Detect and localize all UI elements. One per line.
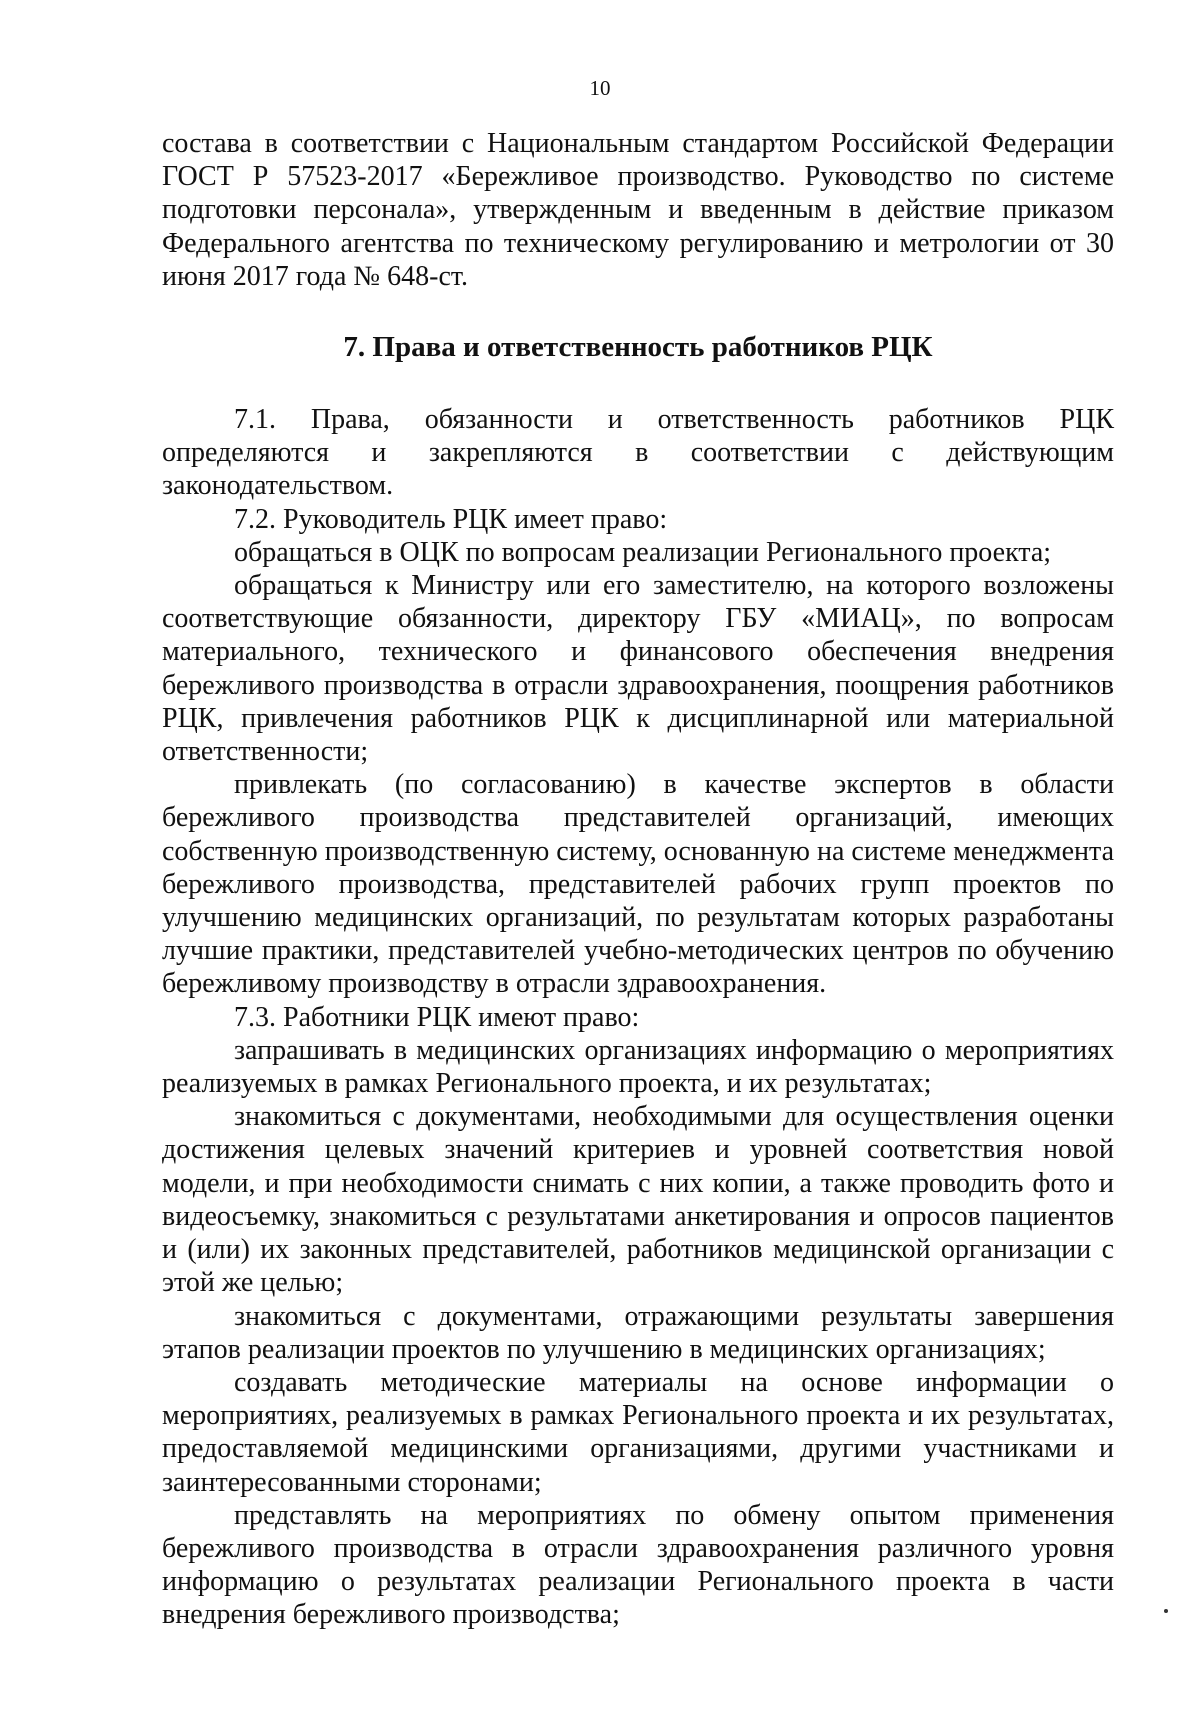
paragraph-review-stage-results: знакомиться с документами, отражающими результаты завершения этапов реализации проектов по улучшению в медицинских организациях;	[162, 1300, 1114, 1365]
section-heading: 7. Права и ответственность работников РЦК	[343, 331, 933, 364]
paragraph-create-materials: создавать методические материалы на основе информации о мероприятиях, реализуемых в рамках Регионального проекта и их результатах, предоставляемой медицинскими организациями, другими участниками и заинтересованными сторонами;	[162, 1366, 1114, 1498]
paragraph-review-documents: знакомиться с документами, необходимыми для осуществления оценки достижения целевых значений критериев и уровней соответствия новой модели, и при необходимости снимать с них копии, а также проводить фото и видеосъемку, знакомиться с результатами анкетирования и опросов пациентов и (или) их законных представителей, работников медицинской организации с этой же целью;	[162, 1101, 1114, 1299]
paragraph-present-results: представлять на мероприятиях по обмену опытом применения бережливого производства в отрасли здравоохранения различного уровня информацию о результатах реализации Регионального проекта в части внедрения бережливого производства;	[162, 1499, 1114, 1631]
scan-speck	[1164, 1609, 1168, 1613]
paragraph-request-info: запрашивать в медицинских организациях информацию о мероприятиях реализуемых в рамках Регионального проекта, и их результатах;	[162, 1034, 1114, 1100]
paragraph-appeal-minister: обращаться к Министру или его заместителю, на которого возложены соответствующие обязанности, директору ГБУ «МИАЦ», по вопросам материального, технического и финансового обеспечения внедрения бережливого производства в отрасли здравоохранения, поощрения работников РЦК, привлечения работников РЦК к дисциплинарной или материальной ответственности;	[162, 570, 1114, 768]
page-content	[162, 127, 1114, 1632]
paragraph-invite-experts: привлекать (по согласованию) в качестве экспертов в области бережливого производства представителей организаций, имеющих собственную производственную систему, основанную на системе менеджмента бережливого производства, представителей рабочих групп проектов по улучшению медицинских организаций, по результатам которых разработаны лучшие практики, представителей учебно-методических центров по обучению бережливому производству в отрасли здравоохранения.	[162, 769, 1114, 1000]
paragraph-appeal-ock: обращаться в ОЦК по вопросам реализации Регионального проекта;	[234, 536, 1052, 568]
paragraph-7-3: 7.3. Работники РЦК имеют право:	[234, 1001, 640, 1033]
page-number: 10	[589, 76, 611, 100]
intro-paragraph: состава в соответствии с Национальным стандартом Российской Федерации ГОСТ Р 57523-2017 «Бережливое производство. Руководство по системе подготовки персонала», утвержденным и введенным в действие приказом Федерального агентства по техническому регулированию и метрологии от 30 июня 2017 года № 648-ст.	[162, 128, 1114, 292]
paragraph-7-2: 7.2. Руководитель РЦК имеет право:	[234, 503, 668, 535]
paragraph-7-1: 7.1. Права, обязанности и ответственность работников РЦК определяются и закрепляются в соответствии с действующим законодательством.	[162, 404, 1114, 502]
